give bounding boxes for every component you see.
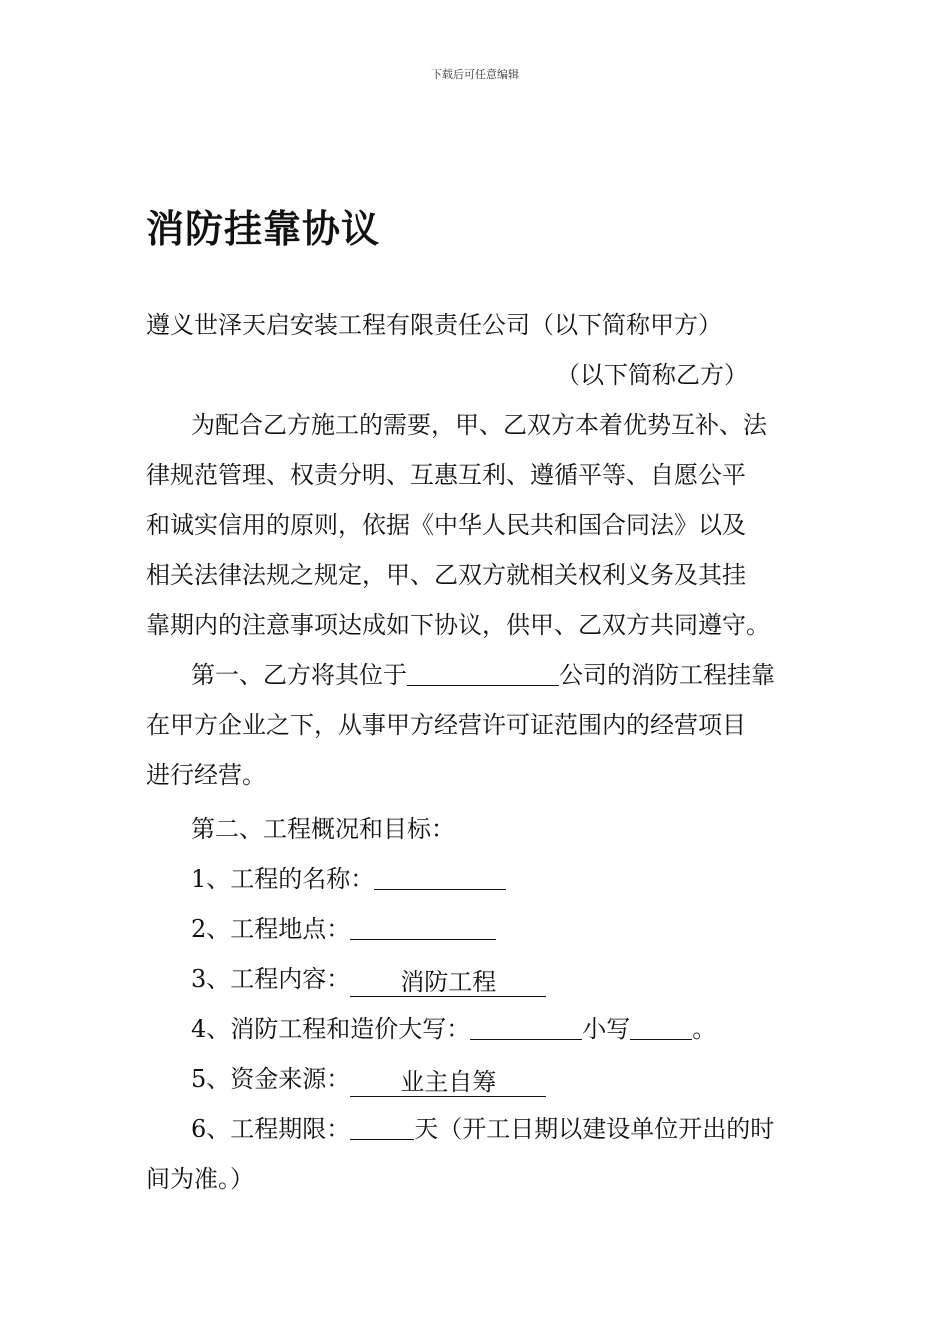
item-project-name [146, 854, 808, 904]
price-small-label: 小写 [582, 1015, 631, 1043]
period-suffix: 天（开工日期以建设单位开出的时 [414, 1115, 775, 1143]
item-label: 1、工程的名称： [191, 865, 375, 893]
article-1-line: 在甲方企业之下，从事甲方经营许可证范围内的经营项目 [146, 711, 746, 739]
item-label: 3、工程内容： [191, 965, 351, 993]
document-title: 消防挂靠协议 [146, 207, 381, 251]
item-project-content [146, 954, 808, 1004]
document-body [146, 300, 808, 1204]
article-1-prefix: 第一、乙方将其位于 [191, 661, 407, 689]
preamble-line: 相关法律法规之规定，甲、乙双方就相关权利义务及其挂 [146, 561, 746, 589]
period-days-blank [350, 1111, 414, 1140]
project-location-blank [350, 911, 496, 940]
article-1-line [146, 650, 808, 700]
preamble-line: 和诚实信用的原则，依据《中华人民共和国合同法》以及 [146, 511, 746, 539]
item-label: 6、工程期限： [191, 1115, 351, 1143]
item-fund-source [146, 1054, 808, 1104]
item-label: 5、资金来源： [191, 1065, 351, 1093]
price-uppercase-blank [470, 1011, 582, 1040]
preamble-line: 靠期内的注意事项达成如下协议，供甲、乙双方共同遵守。 [146, 611, 770, 639]
item-project-location [146, 904, 808, 954]
header-note: 下载后可任意编辑 [431, 68, 519, 81]
party-b-line: （以下简称乙方） [556, 361, 748, 389]
project-content-value: 消防工程 [350, 968, 546, 997]
article-2-title: 第二、工程概况和目标： [191, 815, 455, 843]
article-1-suffix: 公司的消防工程挂靠 [559, 661, 775, 689]
item-project-period [146, 1104, 808, 1154]
party-a-line: 遵义世泽天启安装工程有限责任公司（以下简称甲方） [146, 311, 722, 339]
company-blank [407, 657, 559, 686]
preamble-line: 为配合乙方施工的需要，甲、乙双方本着优势互补、法 [191, 411, 767, 439]
price-lowercase-blank [630, 1011, 692, 1040]
period-line-2: 间为准。） [146, 1165, 254, 1193]
item-label: 4、消防工程和造价大写： [191, 1015, 471, 1043]
item-label: 2、工程地点： [191, 915, 351, 943]
fund-source-value: 业主自筹 [350, 1068, 546, 1097]
price-end: 。 [692, 1015, 717, 1043]
project-name-blank [374, 861, 506, 890]
article-1 [146, 650, 808, 800]
preamble-line: 律规范管理、权责分明、互惠互利、遵循平等、自愿公平 [146, 461, 746, 489]
item-project-price [146, 1004, 808, 1054]
preamble-paragraph [146, 400, 808, 650]
article-1-line: 进行经营。 [146, 761, 266, 789]
